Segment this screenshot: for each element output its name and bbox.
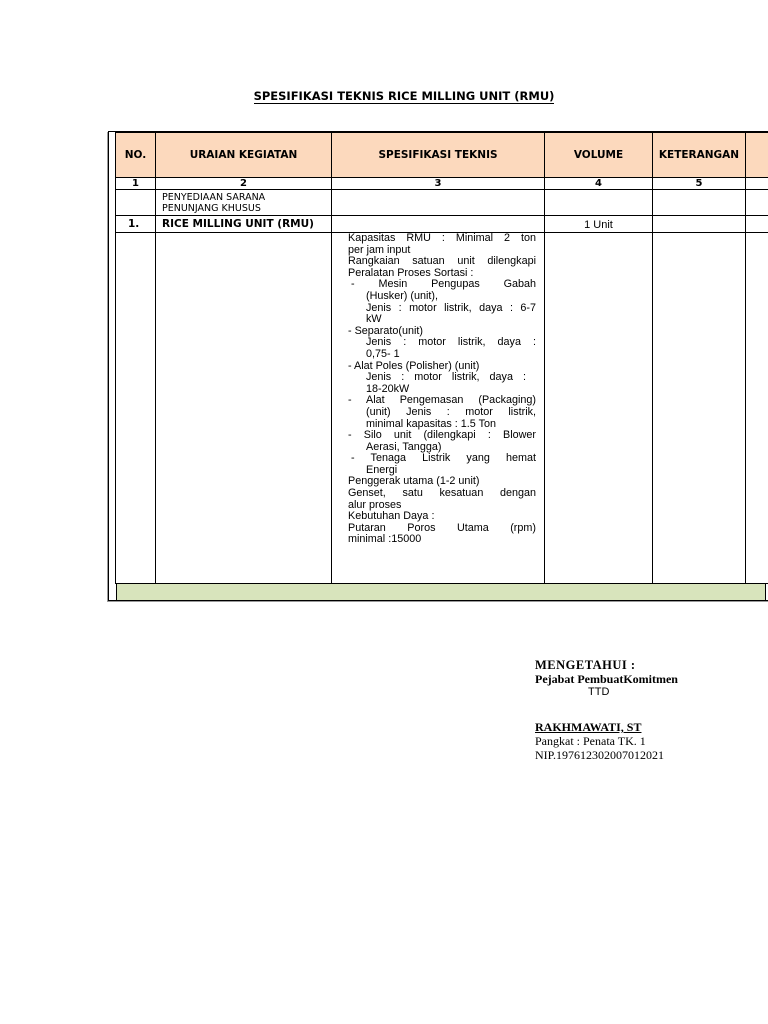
spec-line: per jam input <box>348 243 411 256</box>
signatory-rank: Pangkat : Penata TK. 1 <box>535 734 646 748</box>
spec-line: (unit) Jenis : motor listrik, <box>366 405 536 418</box>
spec-line: - Separato(unit) <box>348 324 424 337</box>
header-volume-label: VOLUME <box>573 149 624 161</box>
spec-line: - Alat Poles (Polisher) (unit) <box>348 359 480 372</box>
section-no-cell <box>115 189 156 216</box>
item-ket-cell <box>652 215 746 233</box>
header-volume <box>544 132 653 178</box>
spec-line: minimal :15000 <box>348 533 422 546</box>
header-keterangan <box>652 132 746 178</box>
spec-line: Rangkaian satuan unit dilengkapi <box>348 255 536 268</box>
spec-line: 18-20kW <box>366 382 410 395</box>
spec-line: Jenis : motor listrik, daya : <box>366 336 536 349</box>
item-extra-cell <box>745 215 768 233</box>
section-label-line1: PENYEDIAAN SARANA <box>162 192 266 203</box>
spec-line: 0,75- 1 <box>366 347 400 360</box>
signatory-role: Pejabat PembuatKomitmen <box>535 672 678 686</box>
section-extra-cell <box>745 189 768 216</box>
spec-line: Kebutuhan Daya : <box>348 510 435 523</box>
table-footer-bar <box>116 583 766 601</box>
header-keterangan-label: KETERANGAN <box>658 149 740 161</box>
colnum-2-label: 2 <box>240 178 247 189</box>
section-label-cell <box>155 189 332 216</box>
section-ket-cell <box>652 189 746 216</box>
spec-line: Jenis : motor listrik, daya : 6-7 <box>366 301 536 314</box>
body-no-cell <box>115 232 156 584</box>
signatory-nip: NIP.197612302007012021 <box>535 748 665 762</box>
section-spec-cell <box>331 189 545 216</box>
spec-line: Kapasitas RMU : Minimal 2 ton <box>348 232 536 244</box>
item-volume-cell <box>544 215 653 233</box>
spec-line: Putaran Poros Utama (rpm) <box>348 521 536 534</box>
spec-line: - Mesin Pengupas Gabah <box>351 278 536 291</box>
body-volume-cell <box>544 232 653 584</box>
section-label-line2: PENUNJANG KHUSUS <box>162 203 261 214</box>
spec-line: Aerasi, Tangga) <box>366 440 442 453</box>
spec-line: (Husker) (unit), <box>366 289 438 302</box>
section-label <box>162 192 265 214</box>
spec-line: Genset, satu kesatuan dengan <box>348 487 536 500</box>
colnum-3-label: 3 <box>434 178 442 189</box>
header-extra <box>745 132 768 178</box>
item-volume: 1 Unit <box>584 219 613 231</box>
spec-line: Peralatan Proses Sortasi : <box>348 266 474 279</box>
body-uraian-cell <box>155 232 332 584</box>
spec-line: - Tenaga Listrik yang hemat <box>351 452 536 465</box>
mengetahui-label: MENGETAHUI : <box>535 658 636 672</box>
header-spesifikasi-label: SPESIFIKASI TEKNIS <box>378 149 498 161</box>
header-spesifikasi <box>331 132 545 178</box>
header-no-label: NO. <box>124 149 147 161</box>
signatory-name: RAKHMAWATI, ST <box>535 720 642 734</box>
section-volume-cell <box>544 189 653 216</box>
colnum-4-label: 4 <box>595 178 602 189</box>
body-ket-cell <box>652 232 746 584</box>
spec-line: kW <box>366 313 382 326</box>
header-uraian <box>155 132 332 178</box>
body-extra-cell <box>745 232 768 584</box>
spec-line: alur proses <box>348 498 402 511</box>
item-no: 1. <box>128 218 140 230</box>
specification-text <box>348 233 536 546</box>
spec-line: Energi <box>366 463 398 476</box>
spec-line: - Silo unit (dilengkapi : Blower <box>348 429 536 442</box>
item-no-cell <box>115 215 156 233</box>
item-uraian: RICE MILLING UNIT (RMU) <box>162 218 314 230</box>
header-no <box>115 132 156 178</box>
colnum-5-label: 5 <box>695 178 703 189</box>
colnum-1-label: 1 <box>132 178 139 189</box>
item-uraian-cell <box>155 215 332 233</box>
document-title-text: SPESIFIKASI TEKNIS RICE MILLING UNIT (RMU) <box>253 89 555 103</box>
header-uraian-label: URAIAN KEGIATAN <box>189 149 298 161</box>
spec-line: minimal kapasitas : 1.5 Ton <box>366 417 497 430</box>
spec-line: - Alat Pengemasan (Packaging) <box>348 394 536 407</box>
spec-line: Jenis : motor listrik, daya : <box>366 371 526 384</box>
spec-line: Penggerak utama (1-2 unit) <box>348 475 480 488</box>
document-title <box>0 89 768 103</box>
ttd-label: TTD <box>588 686 610 698</box>
item-spec-title-cell <box>331 215 545 233</box>
